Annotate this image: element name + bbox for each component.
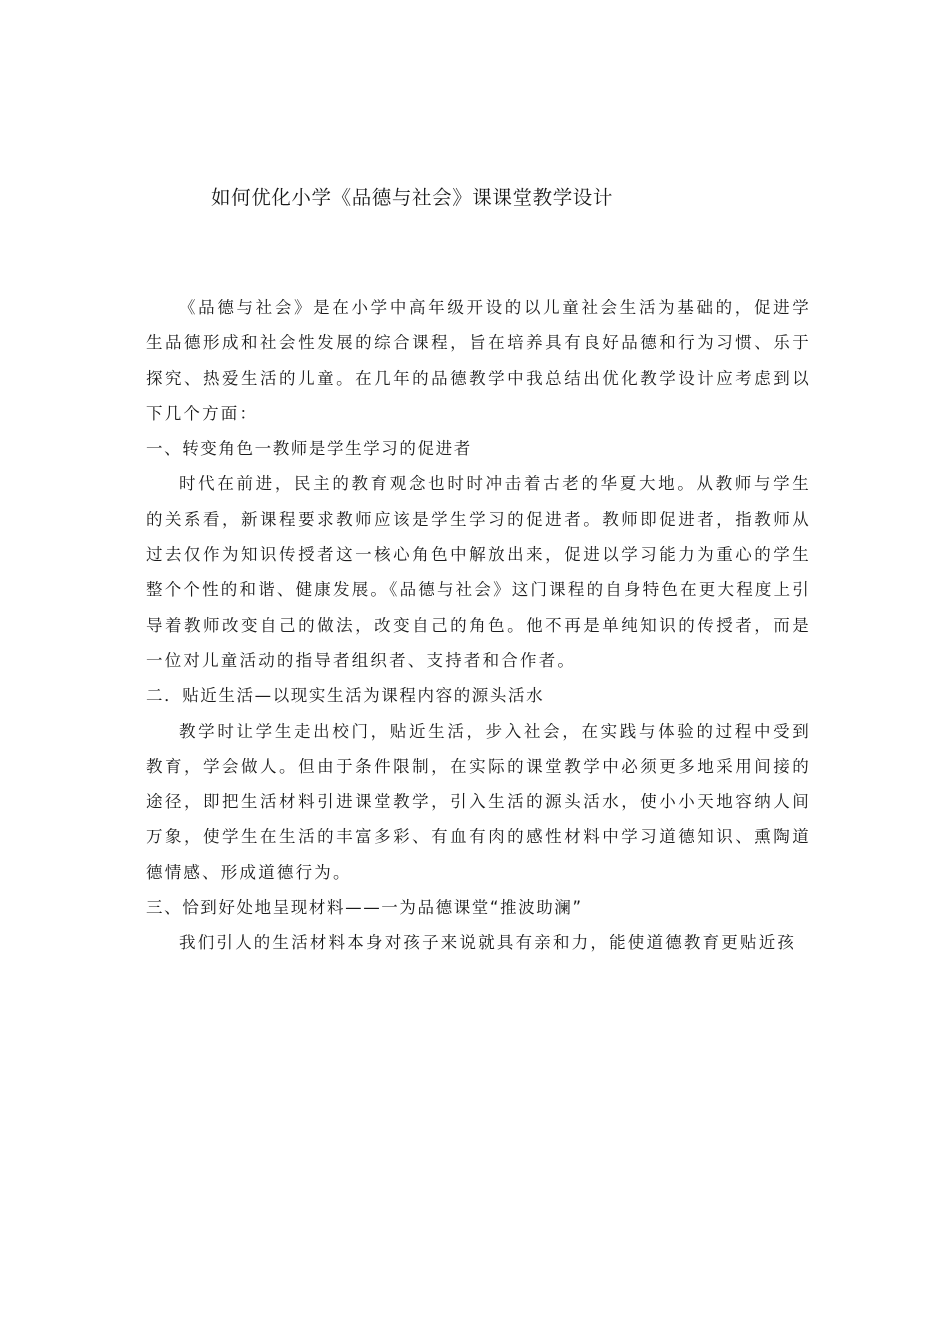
section-heading-2: 二．贴近生活—以现实生活为课程内容的源头活水	[146, 686, 545, 706]
section-1-paragraph: 时代在前进，民主的教育观念也时时冲击着古老的华夏大地。从教师与学生的关系看，新课程要求教师应该是学生学习的促进者。教师即促进者，指教师从过去仅作为知识传授者这一核心角色中解放出来，促进以学习能力为重心的学生整个个性的和谐、健康发展。《品德与社会》这门课程的自身特色在更大程度上引导着教师改变自己的做法，改变自己的角色。他不再是单纯知识的传授者，而是一位对儿童活动的指导者组织者、支持者和合作者。	[146, 474, 811, 670]
section-heading-3: 三、恰到好处地呈现材料——一为品德课堂“推波助澜”	[146, 898, 583, 918]
document-body	[146, 290, 811, 961]
section-heading-1: 一、转变角色一教师是学生学习的促进者	[146, 439, 472, 459]
section-3-paragraph: 我们引人的生活材料本身对孩子来说就具有亲和力，能使道德教育更贴近孩	[179, 933, 797, 953]
section-2-paragraph: 教学时让学生走出校门，贴近生活，步入社会，在实践与体验的过程中受到教育，学会做人。但由于条件限制，在实际的课堂教学中必须更多地采用间接的途径，即把生活材料引进课堂教学，引入生活的源头活水，使小小天地容纳人间万象，使学生在生活的丰富多彩、有血有肉的感性材料中学习道德知识、熏陶道德情感、形成道德行为。	[146, 721, 811, 882]
intro-paragraph: 《品德与社会》是在小学中高年级开设的以儿童社会生活为基础的，促进学生品德形成和社会性发展的综合课程，旨在培养具有良好品德和行为习惯、乐于探究、热爱生活的儿童。在几年的品德教学中我总结出优化教学设计应考虑到以下几个方面：	[146, 298, 811, 423]
document-title: 如何优化小学《品德与社会》课课堂教学设计	[211, 186, 614, 209]
